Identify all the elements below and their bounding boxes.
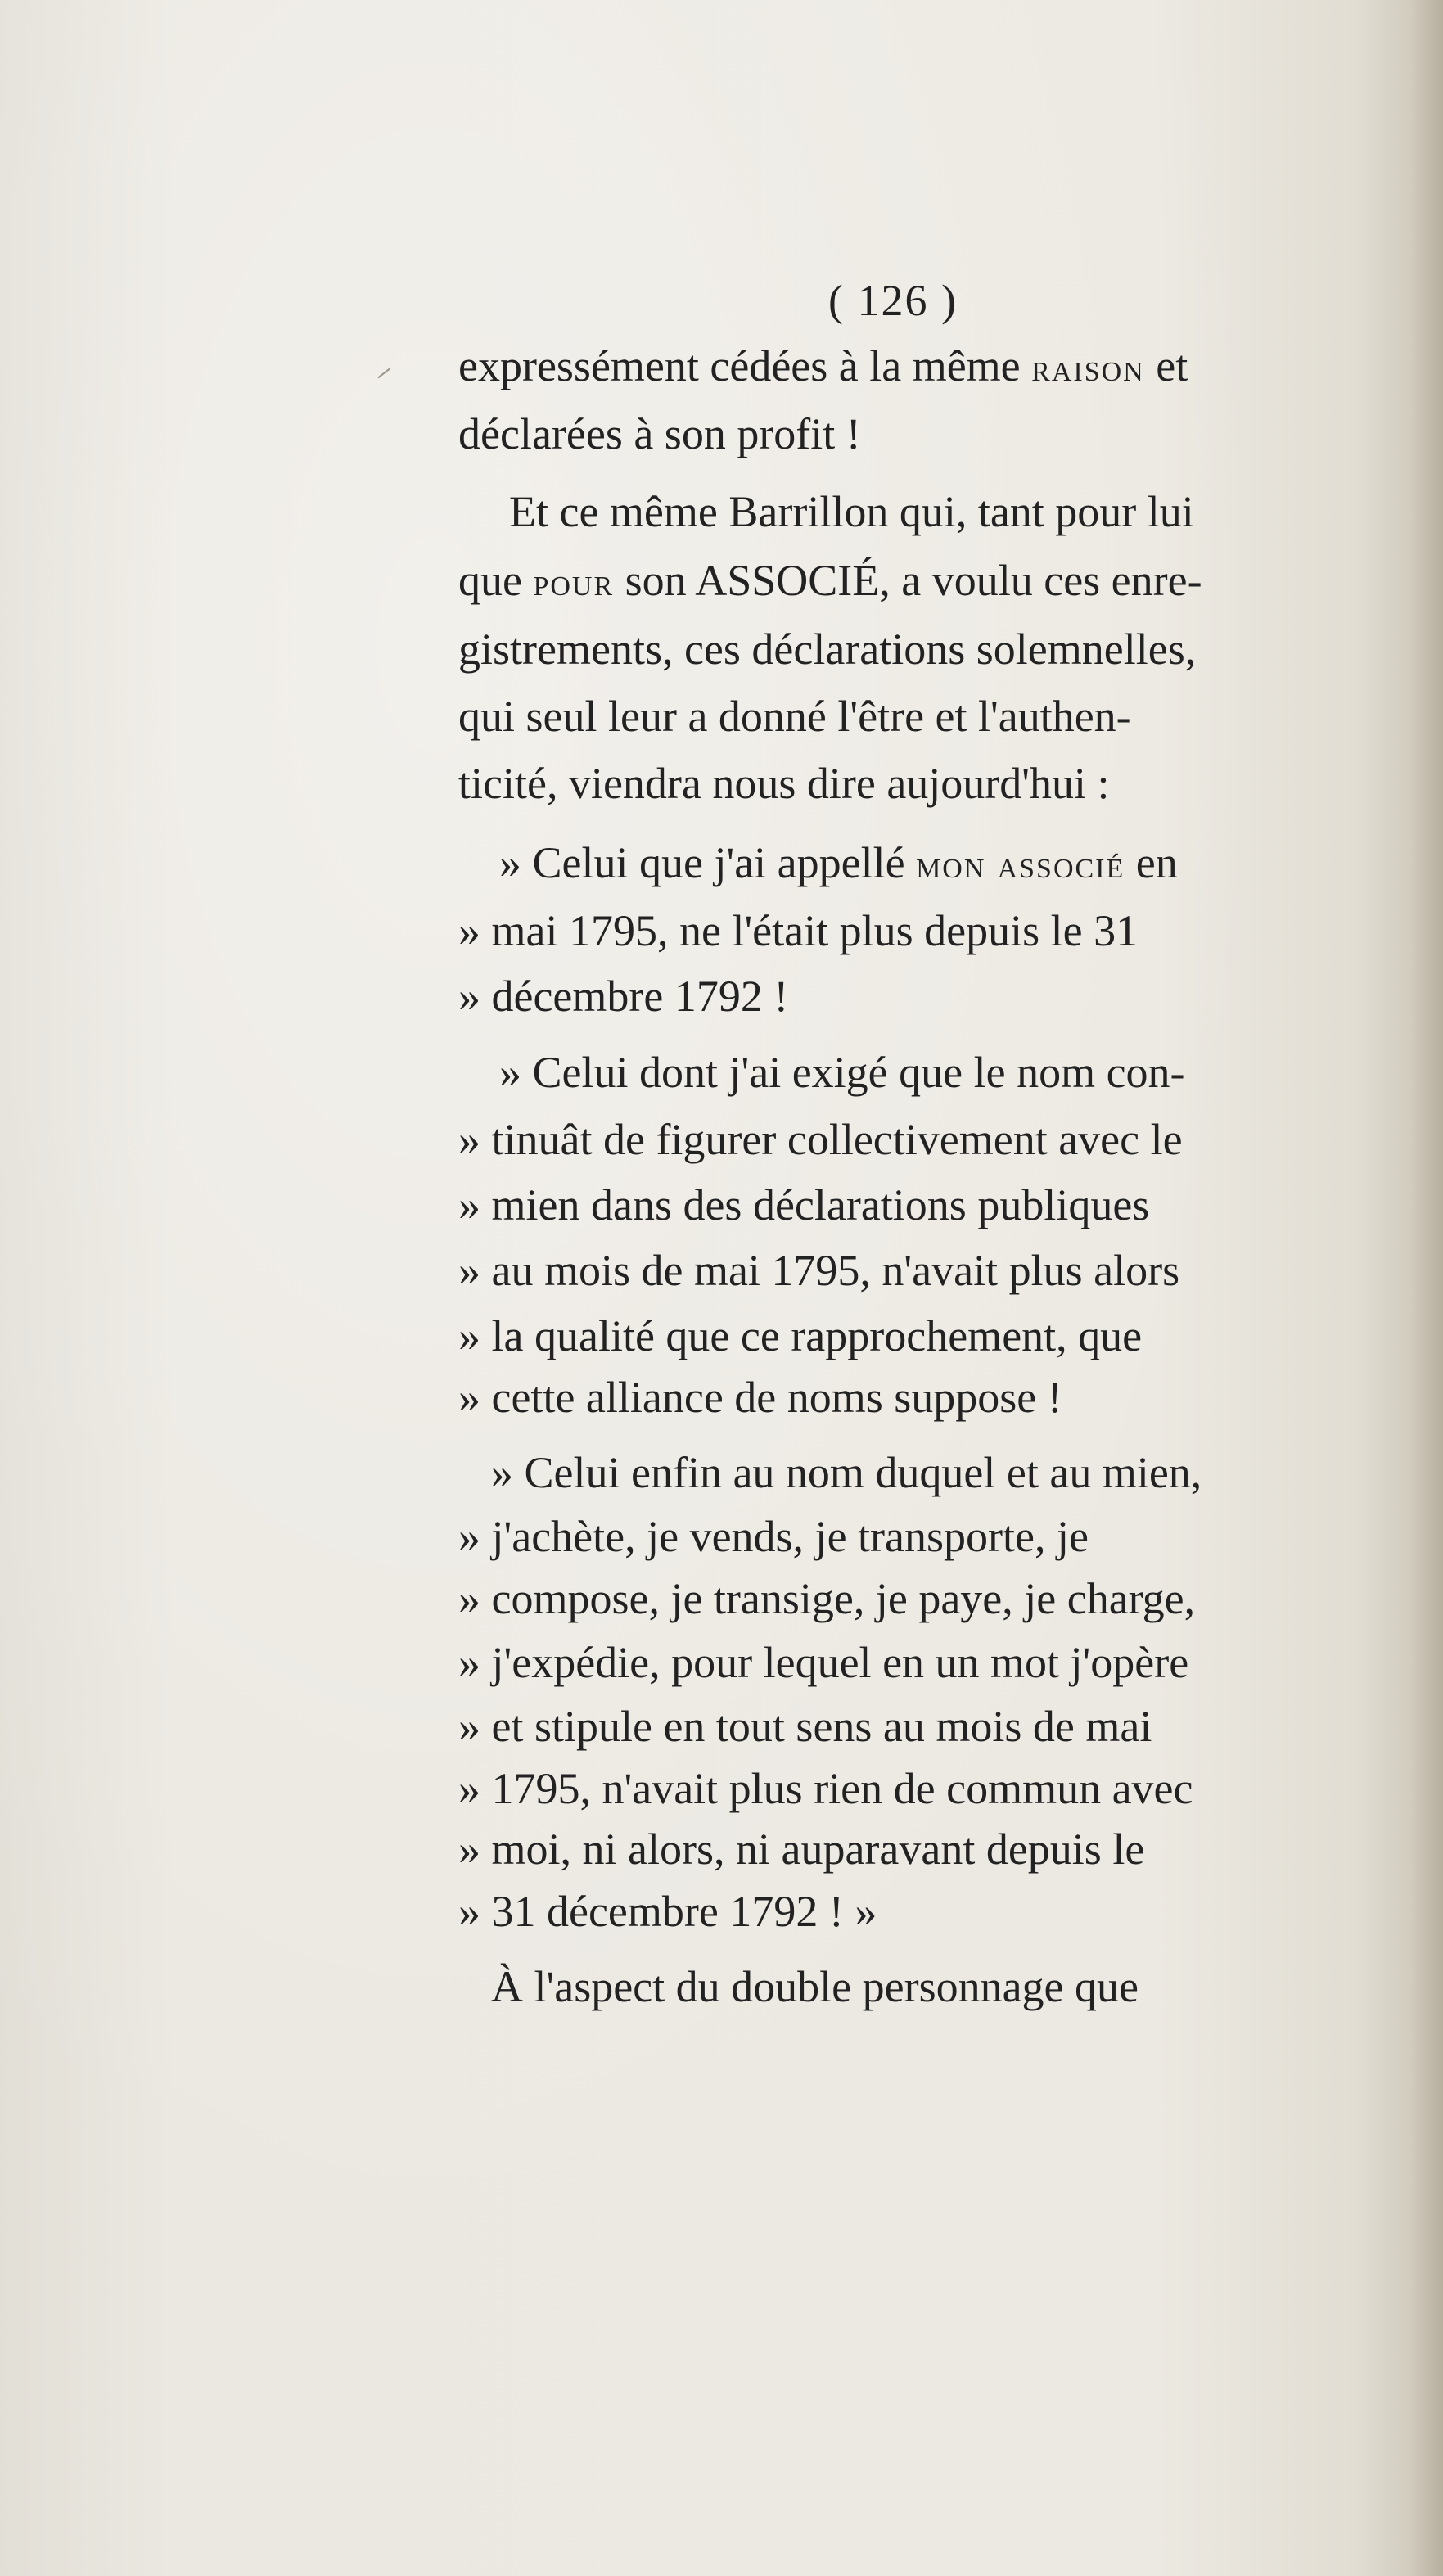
line-text: qui seul leur a donné l'être et l'authen- <box>458 692 1131 741</box>
text-line <box>458 556 1202 605</box>
line-text: » Celui enfin au nom duquel et au mien, <box>491 1448 1202 1497</box>
line-text: À l'aspect du double personnage que <box>491 1962 1139 2011</box>
text-line <box>491 1450 1202 1495</box>
line-text: » j'achète, je vends, je transporte, je <box>458 1512 1089 1561</box>
text-line <box>458 1514 1089 1559</box>
line-text: » mai 1795, ne l'était plus depuis le 31 <box>458 906 1139 955</box>
line-text: expressément cédées à la même <box>458 341 1032 390</box>
line-text: déclarées à son profit ! <box>458 409 861 458</box>
line-text: » cette alliance de noms suppose ! <box>458 1373 1062 1422</box>
line-text: ticité, viendra nous dire aujourd'hui : <box>458 759 1110 808</box>
line-text: Et ce même Barrillon qui, tant pour lui <box>509 487 1194 536</box>
small-caps-text: mon associé <box>916 842 1125 886</box>
text-line <box>458 1640 1188 1685</box>
text-line <box>458 1574 1196 1623</box>
line-text: » mien dans des déclarations publiques <box>458 1180 1150 1229</box>
text-line <box>458 1248 1179 1293</box>
text-line <box>458 409 861 458</box>
page-number-header: ( 126 ) <box>828 276 958 325</box>
line-text: » la qualité que ce rapprochement, que <box>458 1311 1143 1360</box>
line-text: et <box>1144 341 1188 390</box>
text-line <box>499 1048 1185 1097</box>
text-line <box>491 1962 1139 2011</box>
line-text: en <box>1125 838 1178 887</box>
line-text: que <box>458 556 534 605</box>
small-caps-text: pour <box>533 560 615 604</box>
text-line <box>458 1180 1150 1229</box>
text-line <box>458 1702 1152 1751</box>
text-line <box>499 838 1178 887</box>
text-line <box>458 1117 1183 1162</box>
line-text: » Celui que j'ai appellé <box>499 838 917 887</box>
line-text: » et stipule en tout sens au mois de mai <box>458 1702 1152 1751</box>
line-text: » j'expédie, pour lequel en un mot j'opère <box>458 1638 1189 1687</box>
text-line <box>458 341 1188 390</box>
text-line <box>458 625 1197 674</box>
line-text: » au mois de mai 1795, n'avait plus alors <box>458 1246 1180 1295</box>
line-text: » décembre 1792 ! <box>458 972 789 1021</box>
line-text: » 31 décembre 1792 ! » <box>458 1887 877 1936</box>
text-line <box>509 489 1194 534</box>
margin-mark <box>377 368 390 379</box>
line-text: » moi, ni alors, ni auparavant depuis le <box>458 1825 1145 1874</box>
text-line <box>458 972 789 1021</box>
text-line <box>458 906 1139 955</box>
line-text: son ASSOCIÉ, a voulu ces enre- <box>614 556 1202 605</box>
text-line <box>458 1887 877 1936</box>
text-line <box>458 1766 1193 1811</box>
text-line <box>458 1825 1145 1874</box>
line-text: gistrements, ces déclarations solemnelles, <box>458 625 1197 674</box>
text-line <box>458 1311 1143 1360</box>
line-text: » compose, je transige, je paye, je charge, <box>458 1574 1196 1623</box>
text-line <box>458 1373 1062 1422</box>
line-text: » Celui dont j'ai exigé que le nom con- <box>499 1048 1185 1097</box>
text-line <box>458 759 1110 808</box>
line-text: » 1795, n'avait plus rien de commun avec <box>458 1764 1193 1813</box>
text-line <box>458 692 1131 741</box>
line-text: » tinuât de figurer collectivement avec le <box>458 1115 1183 1164</box>
small-caps-text: raison <box>1031 345 1145 390</box>
